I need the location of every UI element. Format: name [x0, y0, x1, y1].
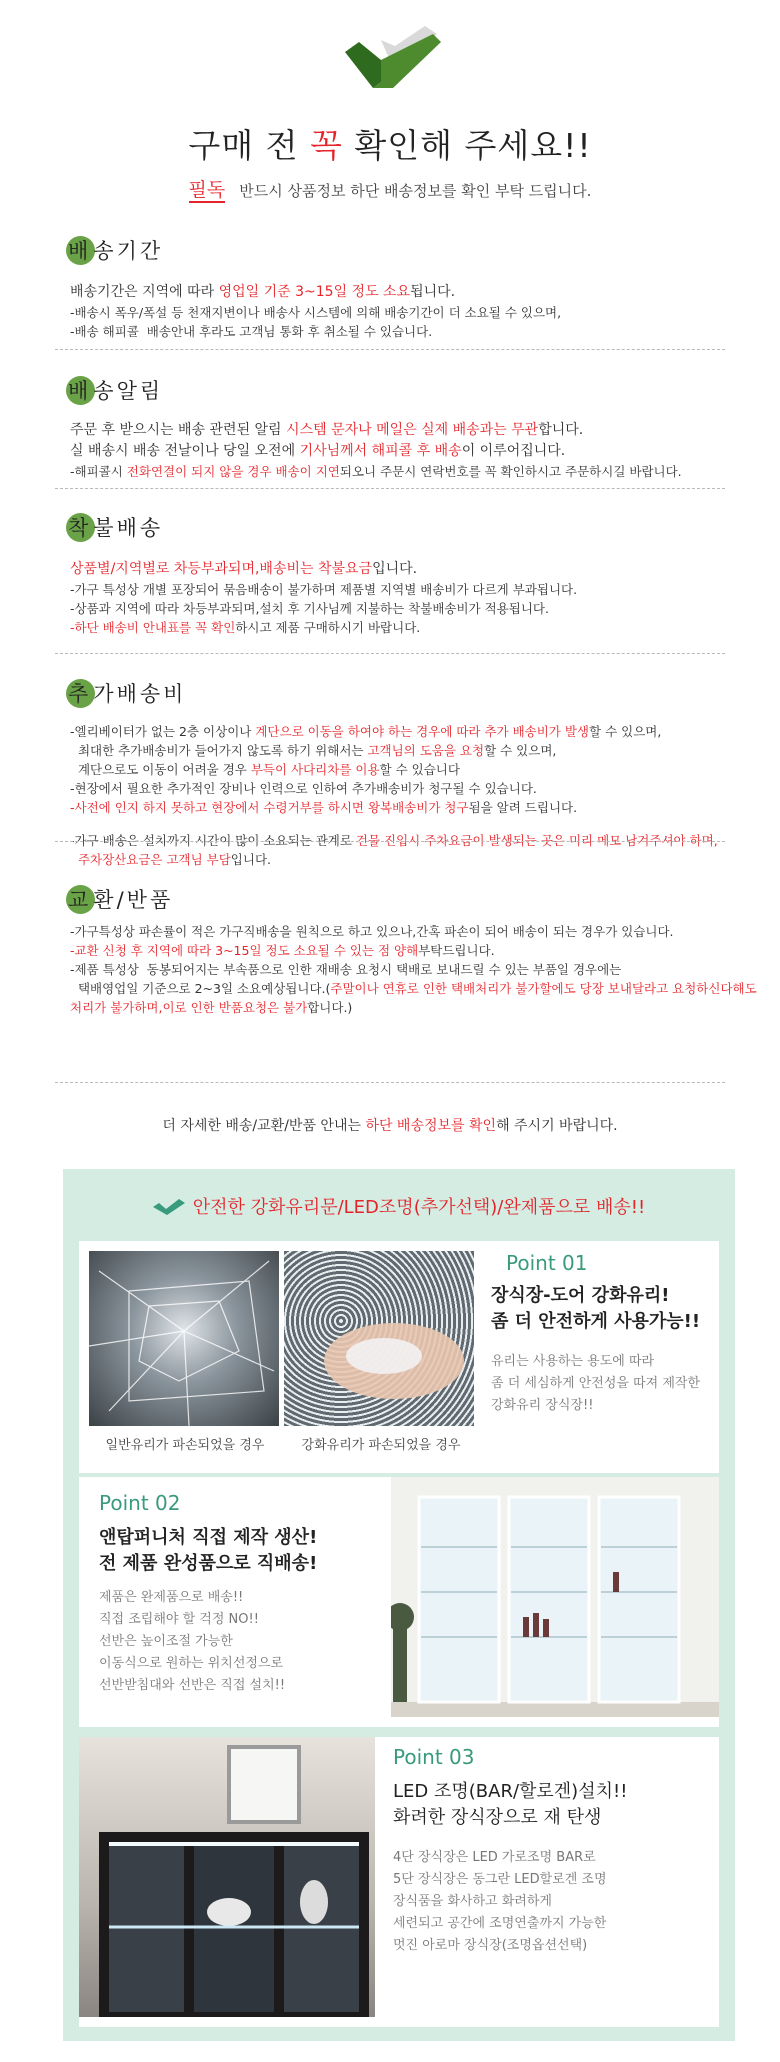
section-line: -배송 해피콜 배송안내 후라도 고객님 통화 후 취소될 수 있습니다.: [70, 324, 433, 339]
page-subtitle: 필독 반드시 상품정보 하단 배송정보를 확인 부탁 드립니다.: [188, 179, 592, 201]
section-line: 주차장산요금은 고객님 부담입니다.: [70, 852, 271, 867]
must-read-label: 필독: [188, 179, 226, 201]
point-03-label: Point 03: [393, 1745, 475, 1769]
section-line: 택배영업일 기준으로 2~3일 소요예상됩니다.(주말이나 연휴로 인한 택배처리가 불가할에도 당장 보내달라고 요청하신다해도: [70, 981, 757, 996]
section-heading: [66, 676, 186, 710]
section-line: -엘리베이터가 없는 2층 이상이나 계단으로 이동을 하여야 하는 경우에 따라 추가 배송비가 발생할 수 있으며,: [70, 724, 662, 739]
section-divider: [55, 653, 725, 654]
section-title: 착: [68, 516, 92, 540]
point-02-body: 제품은 완제품으로 배송!! 직접 조립해야 할 걱정 NO!! 선반은 높이조절 가능한 이동식으로 원하는 위치선정으로 선반받침대와 선반은 직접 설치!!: [99, 1590, 286, 1693]
section-line: -사전에 인지 하지 못하고 현장에서 수령거부를 하시면 왕복배송비가 청구됨을 알려 드립니다.: [70, 800, 578, 815]
point-01-label: Point 01: [506, 1251, 588, 1275]
caption-normal-glass: 일반유리가 파손되었을 경우: [105, 1438, 265, 1453]
caption-tempered-glass: 강화유리가 파손되었을 경우: [301, 1438, 461, 1453]
section-divider: [55, 841, 725, 842]
section-line: 주문 후 받으시는 배송 관련된 알림 시스템 문자나 메일은 실제 배송과는 무관합니다.: [70, 422, 584, 438]
section-line: -현장에서 필요한 추가적인 장비나 인력으로 인하여 추가배송비가 청구될 수 있습니다.: [70, 781, 537, 796]
check-icon: [153, 1199, 185, 1215]
point-01-panel: [79, 1241, 719, 1473]
section-line: 최대한 추가배송비가 들어가지 않도록 하기 위해서는 고객님의 도움을 요청할 수 있으며,: [70, 743, 557, 758]
section-line: -배송시 폭우/폭설 등 천재지변이나 배송사 시스템에 의해 배송기간이 더 소요될 수 있으며,: [70, 305, 562, 320]
section-line: -상품과 지역에 따라 차등부과되며,설치 후 기사님께 지불하는 착불배송비가 적용됩니다.: [70, 601, 549, 616]
section-line: -하단 배송비 안내표를 꼭 확인하시고 제품 구매하시기 바랍니다.: [70, 620, 421, 635]
checkmark-logo-icon: [337, 26, 441, 88]
section-divider: [55, 349, 725, 350]
more-info-note: 더 자세한 배송/교환/반품 안내는 하단 배송정보를 확인해 주시기 바랍니다.: [162, 1118, 618, 1134]
section-line: 계단으로도 이동이 어려울 경우 부득이 사다리차를 이용할 수 있습니다: [70, 762, 460, 777]
section-body: [70, 282, 740, 341]
section-line: 배송기간은 지역에 따라 영업일 기준 3~15일 정도 소요됩니다.: [70, 284, 456, 300]
section-title-rest: 가배송비: [93, 682, 187, 706]
tempered-glass-image: [284, 1251, 474, 1426]
section-line: 실 배송시 배송 전날이나 당일 오전에 기사님께서 해피콜 후 배송이 이루어집니다.: [70, 443, 566, 459]
section-divider: [55, 1082, 725, 1083]
section-divider: [55, 488, 725, 489]
section-body: [70, 420, 740, 481]
section-title: 배: [68, 379, 92, 403]
section-line: -가구 특성상 개별 포장되어 묶음배송이 불가하며 제품별 지역별 배송비가 다르게 부과됩니다.: [70, 582, 578, 597]
broken-glass-image: [89, 1251, 279, 1426]
page-title: 구매 전 꼭 확인해 주세요!!: [188, 126, 592, 165]
section-line: -제품 특성상 동봉되어지는 부속품으로 인한 재배송 요청시 택배로 보내드릴 수 있는 부품일 경우에는: [70, 962, 622, 977]
section-title: 배: [68, 239, 92, 263]
section-heading: [66, 510, 163, 544]
point-03-panel: [79, 1737, 719, 2027]
section-body: [70, 722, 740, 869]
section-line: 처리가 불가하며,이로 인한 반품요청은 불가합니다.): [70, 1000, 353, 1015]
point-03-body: 4단 장식장은 LED 가로조명 BAR로 5단 장식장은 동그란 LED할로겐 조명 장식품을 화사하고 화려하게 세련되고 공간에 조명연출까지 가능한 멋진 아로마 장식장(조명옵션선택): [393, 1850, 607, 1953]
point-02-panel: [79, 1477, 719, 1727]
display-cabinet-image: [391, 1477, 719, 1717]
section-title-rest: 송알림: [93, 379, 164, 403]
led-cabinet-image: [79, 1737, 375, 2017]
section-body: [70, 922, 757, 1017]
section-body: [70, 559, 740, 637]
section-line: -교환 신청 후 지역에 따라 3~15일 정도 소요될 수 있는 점 양해부탁드립니다.: [70, 943, 495, 958]
section-title: 추: [68, 682, 92, 706]
section-heading: [66, 373, 163, 407]
section-heading: [66, 882, 173, 916]
point-01-headline: 장식장-도어 강화유리! 좀 더 안전하게 사용가능!!: [491, 1285, 701, 1332]
point-02-headline: 앤탑퍼니처 직접 제작 생산! 전 제품 완성품으로 직배송!: [99, 1527, 318, 1574]
point-01-body: 유리는 사용하는 용도에 따라 좀 더 세심하게 안전성을 따져 제작한 강화유리 장식장!!: [491, 1354, 701, 1413]
section-title: 교: [68, 888, 92, 912]
promo-title: 안전한 강화유리문/LED조명(추가선택)/완제품으로 배송!!: [63, 1193, 735, 1219]
section-title-rest: 송기간: [93, 239, 164, 263]
section-title-rest: 불배송: [93, 516, 164, 540]
section-line: -가구특성상 파손률이 적은 가구직배송을 원칙으로 하고 있으나,간혹 파손이 되어 배송이 되는 경우가 있습니다.: [70, 924, 674, 939]
point-02-label: Point 02: [99, 1491, 181, 1515]
point-03-headline: LED 조명(BAR/할로겐)설치!! 화려한 장식장으로 재 탄생: [393, 1781, 628, 1828]
section-title-rest: 환/반품: [93, 888, 174, 912]
section-line: 상품별/지역별로 차등부과되며,배송비는 착불요금입니다.: [70, 561, 418, 577]
section-line: -가구 배송은 설치까지 시간이 많이 소요되는 관계로 건물 진입시 주차요금이 발생되는 곳은 미리 메모 남겨주셔야 하며,: [70, 833, 718, 848]
section-heading: [66, 233, 163, 267]
section-line: -해피콜시 전화연결이 되지 않을 경우 배송이 지연되오니 주문시 연락번호를 꼭 확인하시고 주문하시길 바랍니다.: [70, 464, 682, 479]
